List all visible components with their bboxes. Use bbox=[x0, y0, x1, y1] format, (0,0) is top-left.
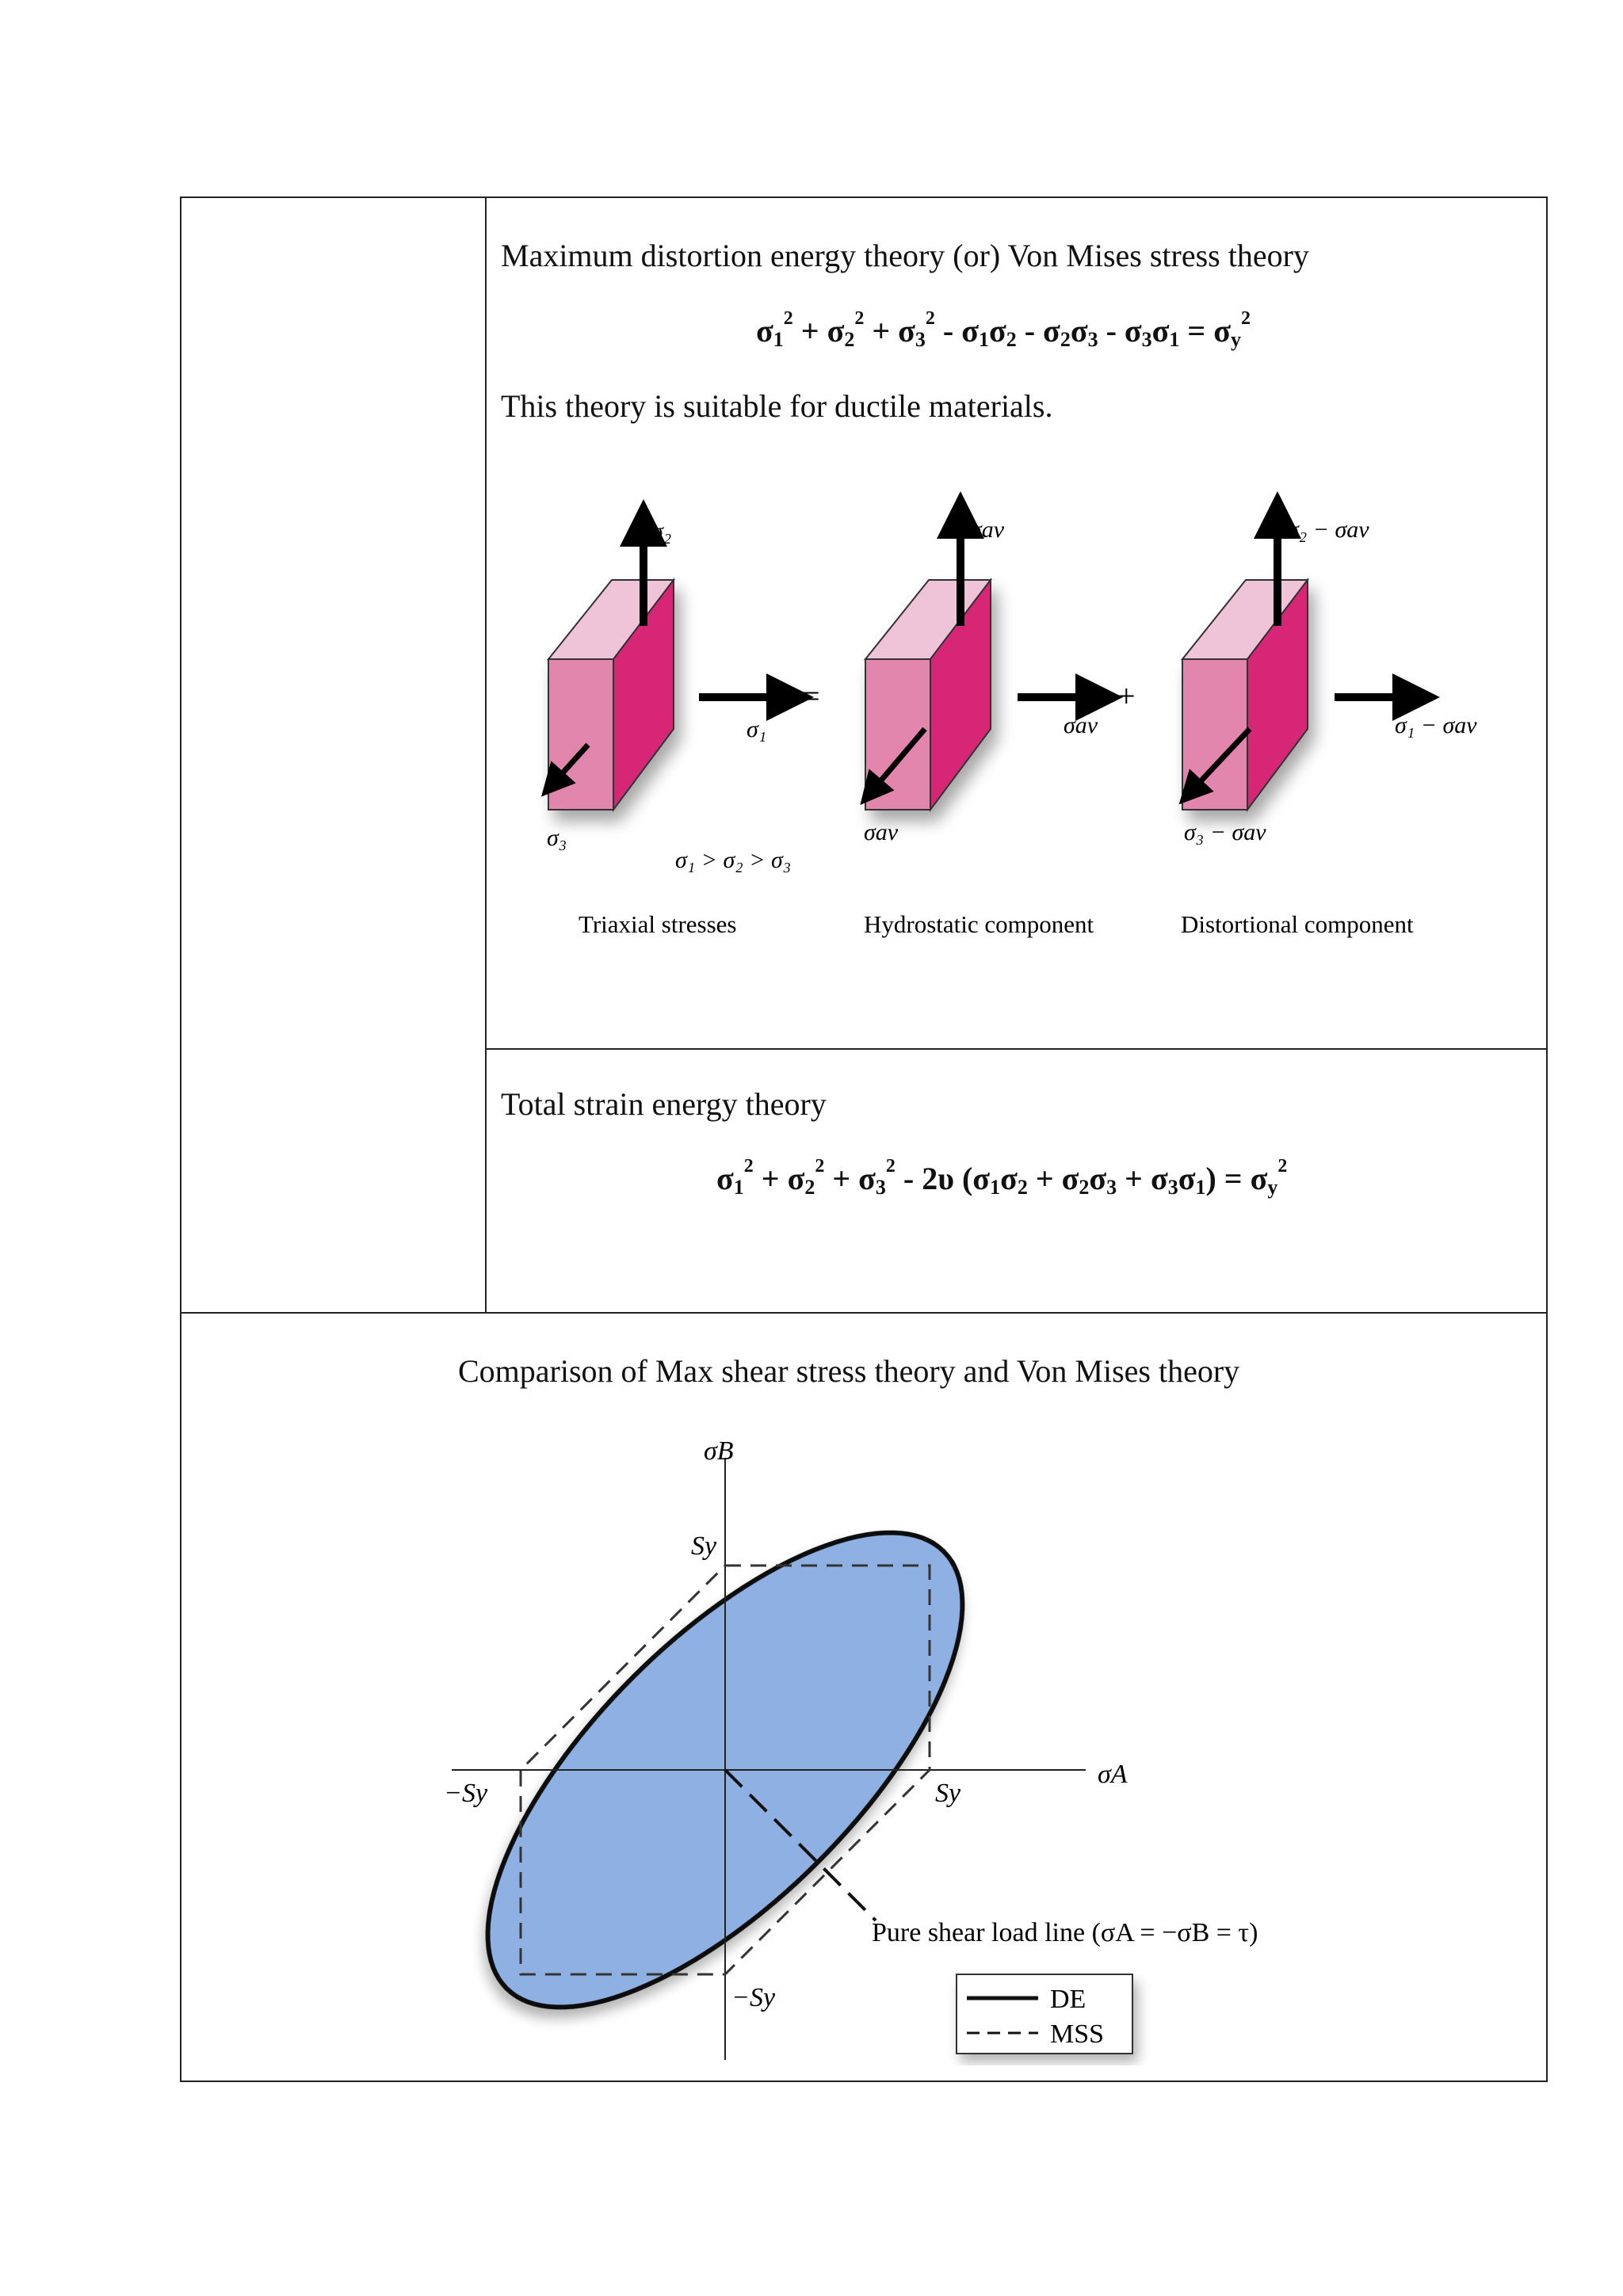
label-pure-shear: Pure shear load line (σA = −σB = τ) bbox=[872, 1918, 1258, 1947]
table-top-border bbox=[180, 196, 1548, 198]
yield-envelope-plot bbox=[428, 1426, 1379, 2076]
caption-triaxial: Triaxial stresses bbox=[579, 910, 737, 938]
stress-cubes-figure bbox=[485, 460, 1547, 982]
label-sav-front: σav bbox=[864, 819, 899, 845]
cube-distortional bbox=[1182, 580, 1308, 810]
label-d-front: σ₃ − σav bbox=[1184, 819, 1266, 845]
label-sy-top: Sy bbox=[691, 1531, 717, 1561]
label-order: σ₁ > σ₂ > σ₃ bbox=[675, 847, 792, 873]
table-left-border bbox=[180, 196, 181, 2082]
table-bottom-border bbox=[180, 2081, 1548, 2082]
equals-sign: = bbox=[802, 678, 820, 714]
legend-mss-label: MSS bbox=[1050, 2019, 1105, 2049]
label-d-top: σ₂ − σav bbox=[1287, 517, 1369, 543]
comparison-heading: Comparison of Max shear stress theory and Von Mises theory bbox=[458, 1353, 1240, 1389]
total-strain-equation: $\sigma_1^2 + \sigma_2^2 + \sigma_3^2 - 2\upsilon$ $(\sigma_1\sigma_2 + \sigma_2\sigma_3 + \sigma_3\sigma_1) = \sigma_y^2$ bbox=[716, 1156, 1288, 1199]
row-divider-inner bbox=[485, 1048, 1548, 1050]
label-sav-top: σav bbox=[970, 517, 1005, 543]
label-sy-left: −Sy bbox=[444, 1779, 488, 1808]
label-sigma-b: σB bbox=[704, 1436, 734, 1466]
row-divider-main bbox=[180, 1312, 1548, 1314]
von-mises-heading: Maximum distortion energy theory (or) Von Mises stress theory bbox=[501, 238, 1309, 273]
plus-sign: + bbox=[1117, 678, 1136, 714]
caption-hydrostatic: Hydrostatic component bbox=[864, 910, 1094, 938]
label-sigma-a: σA bbox=[1098, 1760, 1128, 1789]
cube-triaxial bbox=[548, 580, 674, 810]
label-sy-bottom: −Sy bbox=[731, 1983, 776, 2012]
label-d-right: σ₁ − σav bbox=[1395, 712, 1477, 738]
label-sigma3: σ₃ bbox=[547, 825, 567, 851]
legend bbox=[957, 1974, 1132, 2054]
total-strain-heading: Total strain energy theory bbox=[501, 1086, 827, 1122]
label-sigma2: σ₂ bbox=[651, 518, 672, 544]
von-mises-equation: $\sigma_1^2 + \sigma_2^2 + \sigma_3^2 - \sigma_1\sigma_2 - \sigma_2\sigma_3 - \sigma_3\sigma_1 = \sigma_y^2$ bbox=[756, 308, 1251, 351]
label-sigma1: σ₁ bbox=[747, 716, 767, 742]
label-sy-right: Sy bbox=[935, 1779, 961, 1808]
legend-de-label: DE bbox=[1050, 1985, 1086, 2014]
label-sav-right: σav bbox=[1064, 712, 1098, 738]
caption-distortional: Distortional component bbox=[1181, 910, 1414, 938]
ductile-note: This theory is suitable for ductile materials. bbox=[501, 388, 1053, 424]
